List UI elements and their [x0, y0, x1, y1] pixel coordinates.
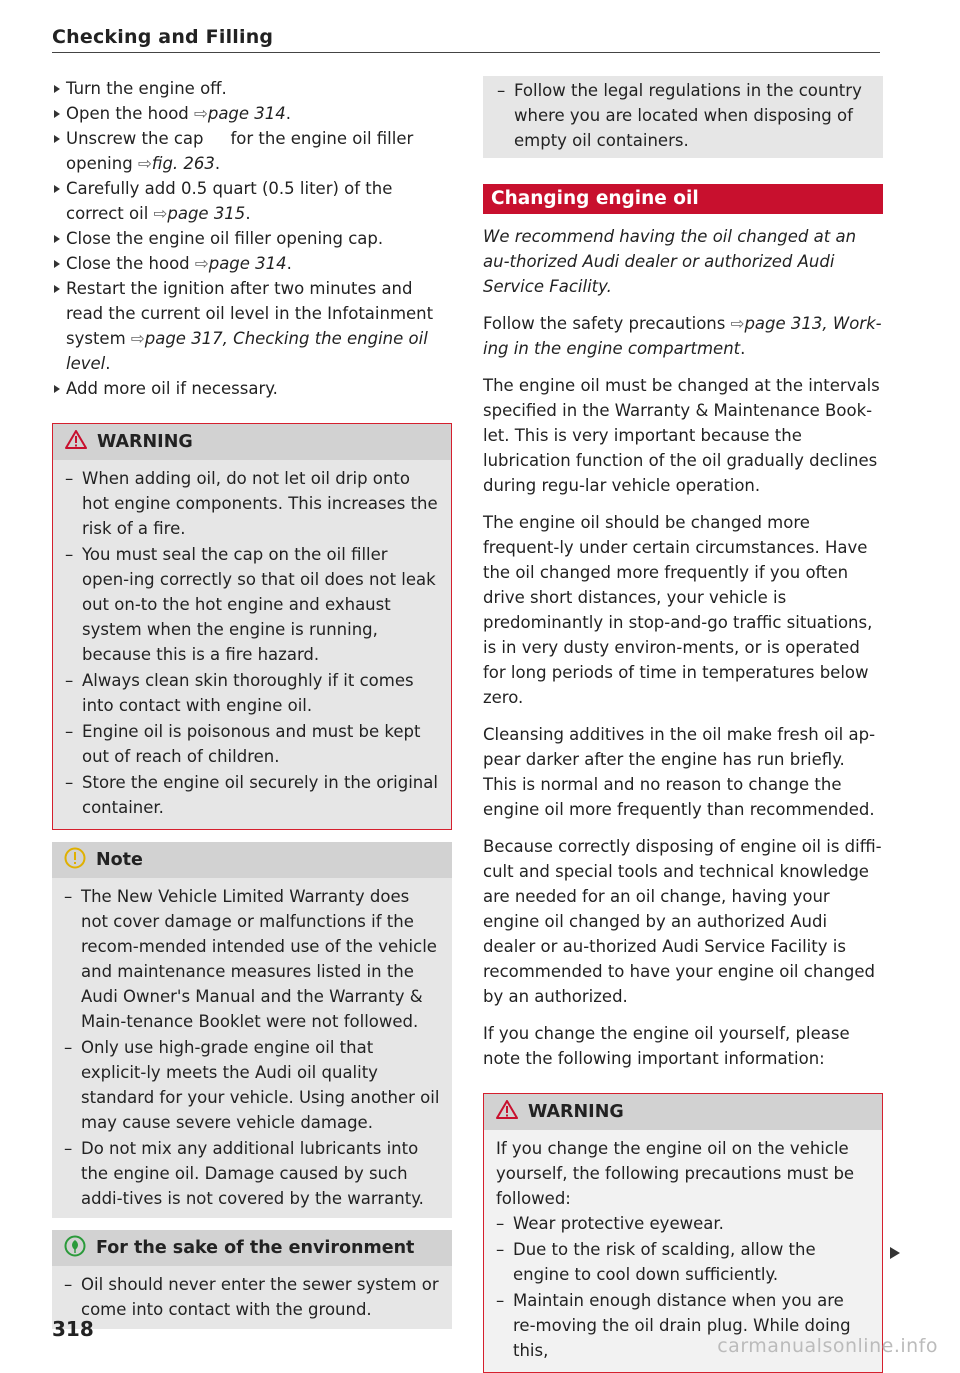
warning-item: – Store the engine oil securely in the original container. — [65, 773, 438, 817]
disposal-note-box — [483, 76, 883, 158]
step-item: Turn the engine off. — [52, 76, 452, 101]
warning-item: – You must seal the cap on the oil filler open-ing correctly so that oil does not leak out on-to the hot engine and exhaust system when the engine is running, because this is a fire hazard. — [65, 545, 436, 664]
disposal-item: – Follow the legal regulations in the country where you are located when disposing of empty oil containers. — [497, 81, 862, 150]
note-item: – The New Vehicle Limited Warranty does not cover damage or malfunctions if the recom-mended intended use of the vehicle and maintenance measures listed in the Audi Owner's Manual and the Warranty & Main-tenance Booklet were not followed. — [64, 887, 437, 1031]
warning-box — [483, 1093, 883, 1373]
warning-header — [484, 1094, 882, 1130]
safety-paragraph: Follow the safety precautions ⇨page 313, Work-ing in the engine compartment. — [483, 314, 882, 358]
note-list — [64, 884, 440, 1211]
environment-leaf-icon — [64, 1235, 86, 1262]
step-item: Open the hood ⇨page 314. — [52, 101, 452, 126]
note-header — [52, 842, 452, 878]
left-column — [52, 76, 452, 1329]
step-item: Unscrew the cap for the engine oil filler opening ⇨fig. 263. — [52, 126, 452, 176]
warning-triangle-icon — [65, 430, 87, 454]
step-item: Add more oil if necessary. — [52, 376, 452, 401]
body-paragraph: If you change the engine oil yourself, please note the following important information: — [483, 1024, 850, 1068]
right-column — [483, 76, 883, 1373]
page-ref-arrow-icon: ⇨ — [153, 204, 168, 223]
body-paragraph: The engine oil should be changed more frequent-ly under certain circumstances. Have the oil changed more frequently if you often drive short distances, your vehicle is predominantly in stop-and-go traffic situations, is in very dusty environ-ments, or is operated for long periods of time in temperatures below zero. — [483, 513, 873, 707]
page-reference-link[interactable]: page 314 — [207, 104, 286, 123]
section-lead: We recommend having the oil changed at an au-thorized Audi dealer or authorized Audi Service Facility. — [483, 227, 857, 296]
watermark: carmanualsonline.info — [717, 1335, 938, 1357]
body-paragraph: The engine oil must be changed at the intervals specified in the Warranty & Maintenance Book-let. This is very important because the lubrication function of the oil gradually declines during regu-lar vehicle operation. — [483, 376, 880, 495]
page-reference-link[interactable]: page 314 — [208, 254, 287, 273]
note-item: – Do not mix any additional lubricants into the engine oil. Damage caused by such addi-tives is not covered by the warranty. — [64, 1139, 424, 1208]
warning-intro: If you change the engine oil on the vehicle yourself, the following precautions must be followed: — [496, 1139, 855, 1208]
warning-item: – Always clean skin thoroughly if it comes into contact with engine oil. — [65, 671, 414, 715]
section-title: Changing engine oil — [483, 184, 883, 214]
warning-box — [52, 423, 452, 830]
warning-item: – Engine oil is poisonous and must be kept out of reach of children. — [65, 722, 421, 766]
step-item: Carefully add 0.5 quart (0.5 liter) of the correct oil ⇨page 315. — [52, 176, 452, 226]
body-paragraph: Because correctly disposing of engine oil is diffi-cult and special tools and technical knowledge are needed for an oil change, having your engine oil changed by an authorized Audi dealer or au-thorized Audi Service Facility is recommended to have your engine oil changed by an authorized. — [483, 837, 882, 1006]
warning-title: WARNING — [528, 1102, 624, 1122]
environment-list — [64, 1272, 440, 1322]
page-ref-arrow-icon: ⇨ — [194, 254, 209, 273]
page-ref-arrow-icon: ⇨ — [730, 314, 745, 333]
body-paragraph: Cleansing additives in the oil make fresh oil ap-pear darker after the engine has run briefly. This is normal and no reason to change the engine oil more frequently than recommended. — [483, 725, 876, 819]
note-title: Note — [96, 850, 143, 870]
environment-box — [52, 1230, 452, 1329]
step-item: Close the engine oil filler opening cap. — [52, 226, 452, 251]
warning-item: – Maintain enough distance when you are re-moving the oil drain plug. While doing this, — [496, 1291, 851, 1360]
page-reference-link[interactable]: page 315 — [167, 204, 246, 223]
info-circle-icon — [64, 847, 86, 874]
page-ref-arrow-icon: ⇨ — [194, 104, 208, 123]
header-divider — [52, 52, 880, 53]
warning-item: – Due to the risk of scalding, allow the engine to cool down sufficiently. — [496, 1240, 816, 1284]
warning-triangle-icon — [496, 1100, 518, 1124]
page-reference-link[interactable]: page 313, Work-ing in the engine compartment — [483, 314, 882, 358]
step-item: Restart the ignition after two minutes and read the current oil level in the Infotainment system ⇨page 317, Checking the engine oil level. — [52, 276, 452, 376]
environment-header — [52, 1230, 452, 1266]
environment-item: – Oil should never enter the sewer system or come into contact with the ground. — [64, 1275, 439, 1319]
note-item: – Only use high-grade engine oil that explicit-ly meets the Audi oil quality standard for your vehicle. Using another oil may cause severe vehicle damage. — [64, 1038, 440, 1132]
page-ref-arrow-icon: ⇨ — [130, 329, 145, 348]
warning-body — [53, 460, 451, 829]
note-box — [52, 842, 452, 1218]
warning-title: WARNING — [97, 432, 193, 452]
warning-list — [65, 466, 439, 820]
environment-title: For the sake of the environment — [96, 1238, 415, 1258]
disposal-list — [497, 78, 869, 153]
page-number: 318 — [52, 1317, 94, 1341]
page-ref-arrow-icon: ⇨ — [137, 154, 152, 173]
warning-item: – When adding oil, do not let oil drip onto hot engine components. This increases the risk of a fire. — [65, 469, 438, 538]
step-item: Close the hood ⇨page 314. — [52, 251, 452, 276]
page-reference-link[interactable]: page 317, Checking the engine oil level — [66, 329, 428, 373]
filling-steps-list — [52, 76, 452, 401]
note-body — [52, 878, 452, 1218]
figure-reference-link[interactable]: fig. 263 — [151, 154, 215, 173]
warning-header — [53, 424, 451, 460]
continue-arrow-icon — [890, 1247, 900, 1259]
warning-item: – Wear protective eyewear. — [496, 1214, 724, 1233]
environment-body — [52, 1266, 452, 1329]
page-header-title: Checking and Filling — [52, 26, 274, 48]
